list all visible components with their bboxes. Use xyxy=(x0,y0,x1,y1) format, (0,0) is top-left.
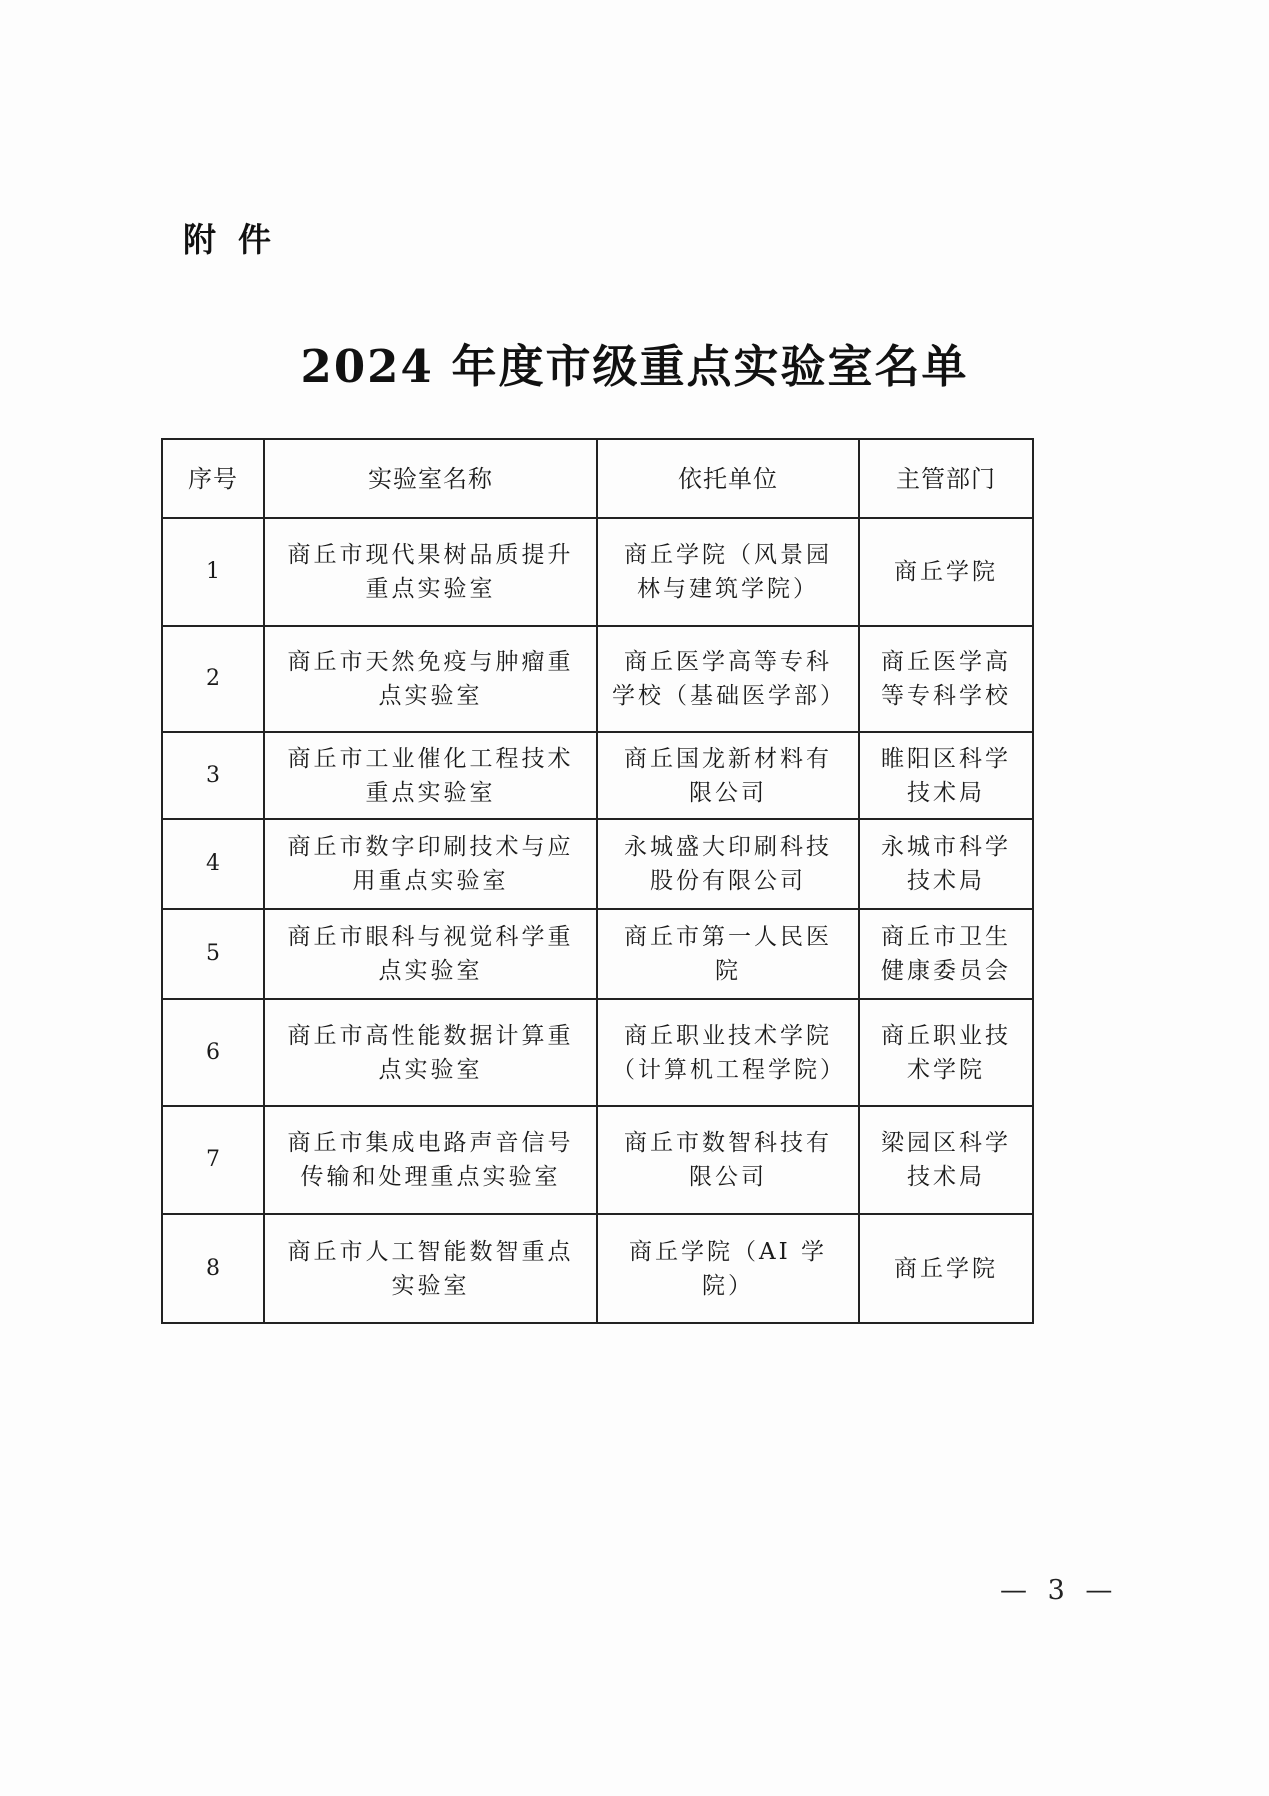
supervising-dept: 商丘学院 xyxy=(859,1214,1033,1323)
lab-name: 商丘市现代果树品质提升重点实验室 xyxy=(264,518,597,626)
host-unit: 永城盛大印刷科技股份有限公司 xyxy=(597,819,859,909)
table-row xyxy=(162,819,1033,909)
row-number: 8 xyxy=(162,1214,264,1323)
document-title: 2024 年度市级重点实验室名单 xyxy=(300,340,969,393)
row-number: 4 xyxy=(162,819,264,909)
lab-list-table xyxy=(161,438,1034,1324)
supervising-dept: 商丘医学高等专科学校 xyxy=(859,626,1033,732)
host-unit: 商丘学院（风景园林与建筑学院） xyxy=(597,518,859,626)
table-row xyxy=(162,1214,1033,1323)
row-number: 5 xyxy=(162,909,264,999)
host-unit: 商丘学院（AI 学院） xyxy=(597,1214,859,1323)
row-number: 2 xyxy=(162,626,264,732)
supervising-dept: 商丘学院 xyxy=(859,518,1033,626)
lab-name: 商丘市眼科与视觉科学重点实验室 xyxy=(264,909,597,999)
table-row xyxy=(162,909,1033,999)
lab-name: 商丘市高性能数据计算重点实验室 xyxy=(264,999,597,1106)
row-number: 6 xyxy=(162,999,264,1106)
column-header-no: 序号 xyxy=(162,439,264,518)
row-number: 3 xyxy=(162,732,264,819)
lab-name: 商丘市工业催化工程技术重点实验室 xyxy=(264,732,597,819)
lab-name: 商丘市集成电路声音信号传输和处理重点实验室 xyxy=(264,1106,597,1214)
host-unit: 商丘市数智科技有限公司 xyxy=(597,1106,859,1214)
lab-name: 商丘市数字印刷技术与应用重点实验室 xyxy=(264,819,597,909)
table-row xyxy=(162,732,1033,819)
table-row xyxy=(162,518,1033,626)
attachment-label: 附件 xyxy=(183,220,293,259)
supervising-dept: 梁园区科学技术局 xyxy=(859,1106,1033,1214)
lab-name: 商丘市人工智能数智重点实验室 xyxy=(264,1214,597,1323)
host-unit: 商丘医学高等专科学校（基础医学部） xyxy=(597,626,859,732)
table-row xyxy=(162,626,1033,732)
page-number: — 3 — xyxy=(1000,1575,1119,1606)
supervising-dept: 商丘市卫生健康委员会 xyxy=(859,909,1033,999)
host-unit: 商丘职业技术学院（计算机工程学院） xyxy=(597,999,859,1106)
host-unit: 商丘国龙新材料有限公司 xyxy=(597,732,859,819)
table-header-row xyxy=(162,439,1033,518)
column-header-lab-name: 实验室名称 xyxy=(264,439,597,518)
table-row xyxy=(162,1106,1033,1214)
host-unit: 商丘市第一人民医院 xyxy=(597,909,859,999)
supervising-dept: 永城市科学技术局 xyxy=(859,819,1033,909)
supervising-dept: 睢阳区科学技术局 xyxy=(859,732,1033,819)
column-header-supervisor: 主管部门 xyxy=(859,439,1033,518)
row-number: 1 xyxy=(162,518,264,626)
lab-name: 商丘市天然免疫与肿瘤重点实验室 xyxy=(264,626,597,732)
row-number: 7 xyxy=(162,1106,264,1214)
supervising-dept: 商丘职业技术学院 xyxy=(859,999,1033,1106)
table-row xyxy=(162,999,1033,1106)
column-header-host-unit: 依托单位 xyxy=(597,439,859,518)
